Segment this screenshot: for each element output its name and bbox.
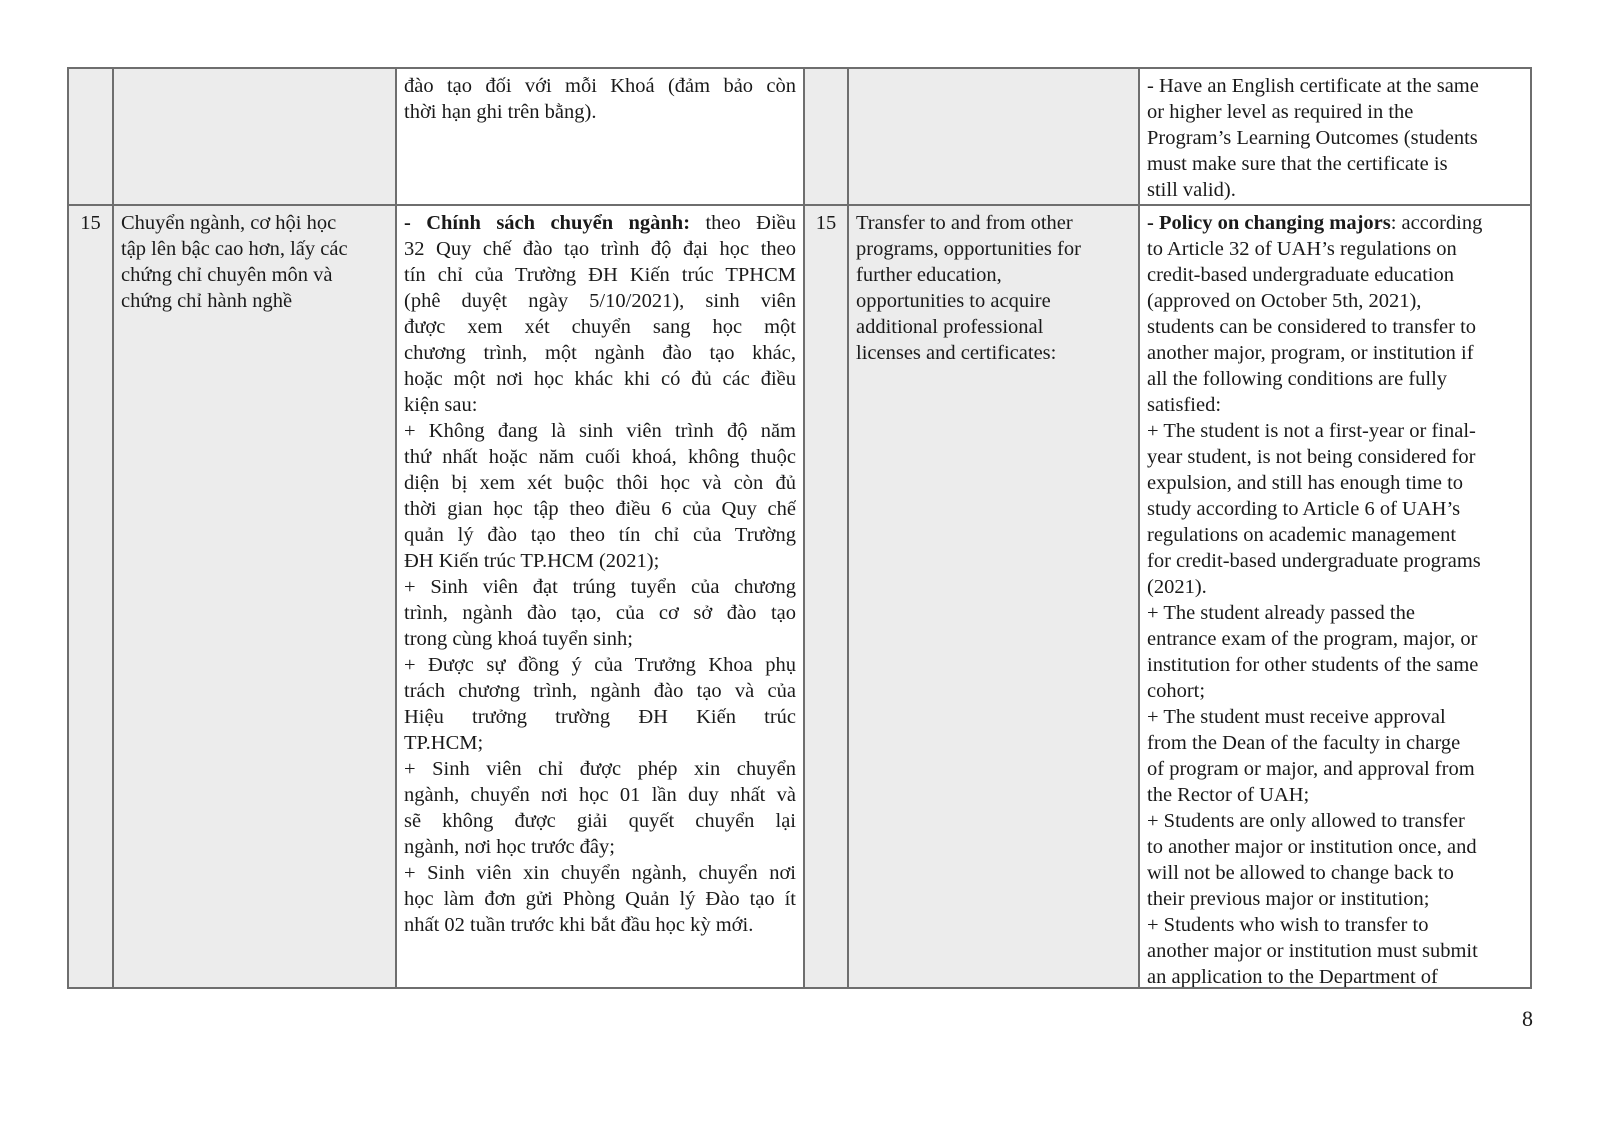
row1-no-vi-cell (69, 69, 114, 206)
row2-no-vi-cell: 15 (69, 206, 114, 989)
row2-topic-en-cell: Transfer to and from other programs, opportunities for further education, opportunities to acquire additional professional licenses and certificates: (849, 206, 1140, 989)
row1-details-vi-cell: đào tạo đối với mỗi Khoá (đảm bảo còn thời hạn ghi trên bằng). (397, 69, 805, 206)
row1-topic-vi-cell (114, 69, 397, 206)
row1-no-en-cell (805, 69, 849, 206)
row2-no-en-cell: 15 (805, 206, 849, 989)
row2-topic-vi-cell: Chuyển ngành, cơ hội học tập lên bậc cao hơn, lấy các chứng chỉ chuyên môn và chứng chỉ hành nghề (114, 206, 397, 989)
row2-details-en-cell: - Policy on changing majors: according to Article 32 of UAH’s regulations on credit-based undergraduate education (approved on October 5th, 2021), students can be considered to transfer to another major, program, or institution if all the following conditions are fully satisfied: + The student is not a first-year or final- year student, is not being considered for expulsion, and still has enough time to study according to Article 6 of UAH’s regulations on academic management for credit-based undergraduate programs (2021). + The student already passed the entrance exam of the program, major, or institution for other students of the same cohort; + The student must receive approval from the Dean of the faculty in charge of program or major, and approval from the Rector of UAH; + Students are only allowed to transfer to another major or institution once, and will not be allowed to change back to their previous major or institution; + Students who wish to transfer to another major or institution must submit an application to the Department of (1140, 206, 1532, 989)
row1-topic-en-cell (849, 69, 1140, 206)
row2-details-vi-cell: - Chính sách chuyển ngành: theo Điều 32 Quy chế đào tạo trình độ đại học theo tín chỉ của Trường ĐH Kiến trúc TPHCM (phê duyệt ngày 5/10/2021), sinh viên được xem xét chuyển sang học một chương trình, một ngành đào tạo khác, hoặc một nơi học khác khi có đủ các điều kiện sau: + Không đang là sinh viên trình độ năm thứ nhất hoặc năm cuối khoá, không thuộc diện bị xem xét buộc thôi học và còn đủ thời gian học tập theo điều 6 của Quy chế quản lý đào tạo theo tín chỉ của Trường ĐH Kiến trúc TP.HCM (2021); + Sinh viên đạt trúng tuyển của chương trình, ngành đào tạo, của cơ sở đào tạo trong cùng khoá tuyển sinh; + Được sự đồng ý của Trưởng Khoa phụ trách chương trình, ngành đào tạo và của Hiệu trưởng trường ĐH Kiến trúc TP.HCM; + Sinh viên chỉ được phép xin chuyển ngành, chuyển nơi học 01 lần duy nhất và sẽ không được giải quyết chuyển lại ngành, nơi học trước đây; + Sinh viên xin chuyển ngành, chuyển nơi học làm đơn gửi Phòng Quản lý Đào tạo ít nhất 02 tuần trước khi bắt đầu học kỳ mới. (397, 206, 805, 989)
bilingual-policy-table (67, 67, 1532, 989)
page-number: 8 (1522, 1006, 1533, 1031)
row1-details-en-cell: - Have an English certificate at the same or higher level as required in the Program’s Learning Outcomes (students must make sure that the certificate is still valid). (1140, 69, 1532, 206)
